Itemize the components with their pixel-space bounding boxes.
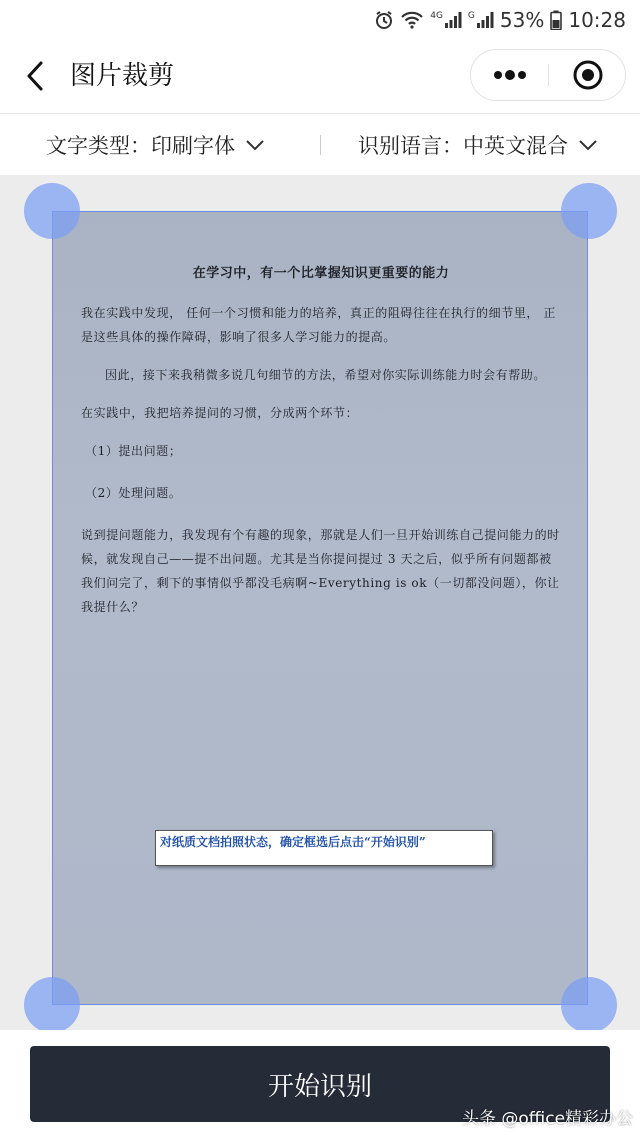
- document-text: [81, 262, 561, 633]
- signal-icon: [430, 11, 462, 29]
- battery-percent: 53%: [499, 8, 545, 32]
- crop-handle-bottom-left[interactable]: [24, 977, 80, 1030]
- battery-icon: [550, 10, 562, 30]
- status-icons: [374, 6, 626, 34]
- close-button[interactable]: [549, 50, 627, 100]
- crop-handle-top-right[interactable]: [561, 183, 617, 239]
- option-divider: [320, 135, 321, 155]
- more-button[interactable]: [471, 50, 549, 100]
- document-paragraph: 说到提问题能力，我发现有个有趣的现象，那就是人们一旦开始训练自己提问能力的时候，就发现自己——提不出问题。尤其是当你提问提过 3 天之后，似乎所有问题都被我们问完了，剩下的事情似乎都没毛病啊~Everything is ok（一切都没问题），你让我提什么？: [81, 528, 560, 614]
- text-type-dropdown[interactable]: [46, 115, 265, 175]
- document-paragraph: 因此，接下来我稍微多说几句细节的方法，希望对你实际训练能力时会有帮助。: [105, 368, 547, 382]
- wifi-icon: [400, 11, 424, 29]
- document-list-item: （1）提出问题；: [85, 444, 182, 458]
- alarm-icon: [374, 10, 394, 30]
- chevron-down-icon: [245, 139, 265, 151]
- crop-area: [0, 175, 640, 1030]
- start-recognition-button[interactable]: 开始识别: [30, 1046, 610, 1122]
- bottom-bar: [0, 1030, 640, 1138]
- document-paragraph: 我在实践中发现， 任何一个习惯和能力的培养，真正的阻碍往往在执行的细节里， 正是这些具体的操作障碍，影响了很多人学习能力的提高。: [81, 306, 557, 344]
- document-paragraph: 在实践中，我把培养提问的习惯，分成两个环节：: [81, 406, 359, 420]
- target-circle-icon: [572, 59, 604, 91]
- network-label-g: G: [467, 11, 475, 21]
- document-photo: [52, 211, 588, 1005]
- clock: 10:28: [568, 8, 626, 32]
- nav-bar: [0, 40, 640, 114]
- chevron-left-icon: [25, 60, 45, 92]
- signal-icon-2: [468, 11, 494, 29]
- network-label-4g: 4G: [430, 11, 443, 21]
- mini-program-capsule: [470, 49, 626, 101]
- more-dots-icon: [493, 70, 527, 80]
- text-type-label: 文字类型：印刷字体: [46, 134, 235, 158]
- page-title: 图片裁剪: [70, 61, 175, 91]
- option-bar: [0, 115, 640, 175]
- document-list-item: （2）处理问题。: [85, 486, 182, 500]
- watermark: 头条 @office精彩办公: [462, 1109, 634, 1129]
- status-bar: [0, 0, 640, 40]
- back-button[interactable]: [20, 58, 50, 94]
- chevron-down-icon: [578, 139, 598, 151]
- instruction-note: 对纸质文档拍照状态，确定框选后点击“开始识别”: [155, 830, 493, 866]
- crop-handle-top-left[interactable]: [24, 183, 80, 239]
- language-label: 识别语言：中英文混合: [358, 134, 568, 158]
- document-title: 在学习中，有一个比掌握知识更重要的能力: [192, 266, 450, 281]
- crop-handle-bottom-right[interactable]: [561, 977, 617, 1030]
- language-dropdown[interactable]: [358, 115, 598, 175]
